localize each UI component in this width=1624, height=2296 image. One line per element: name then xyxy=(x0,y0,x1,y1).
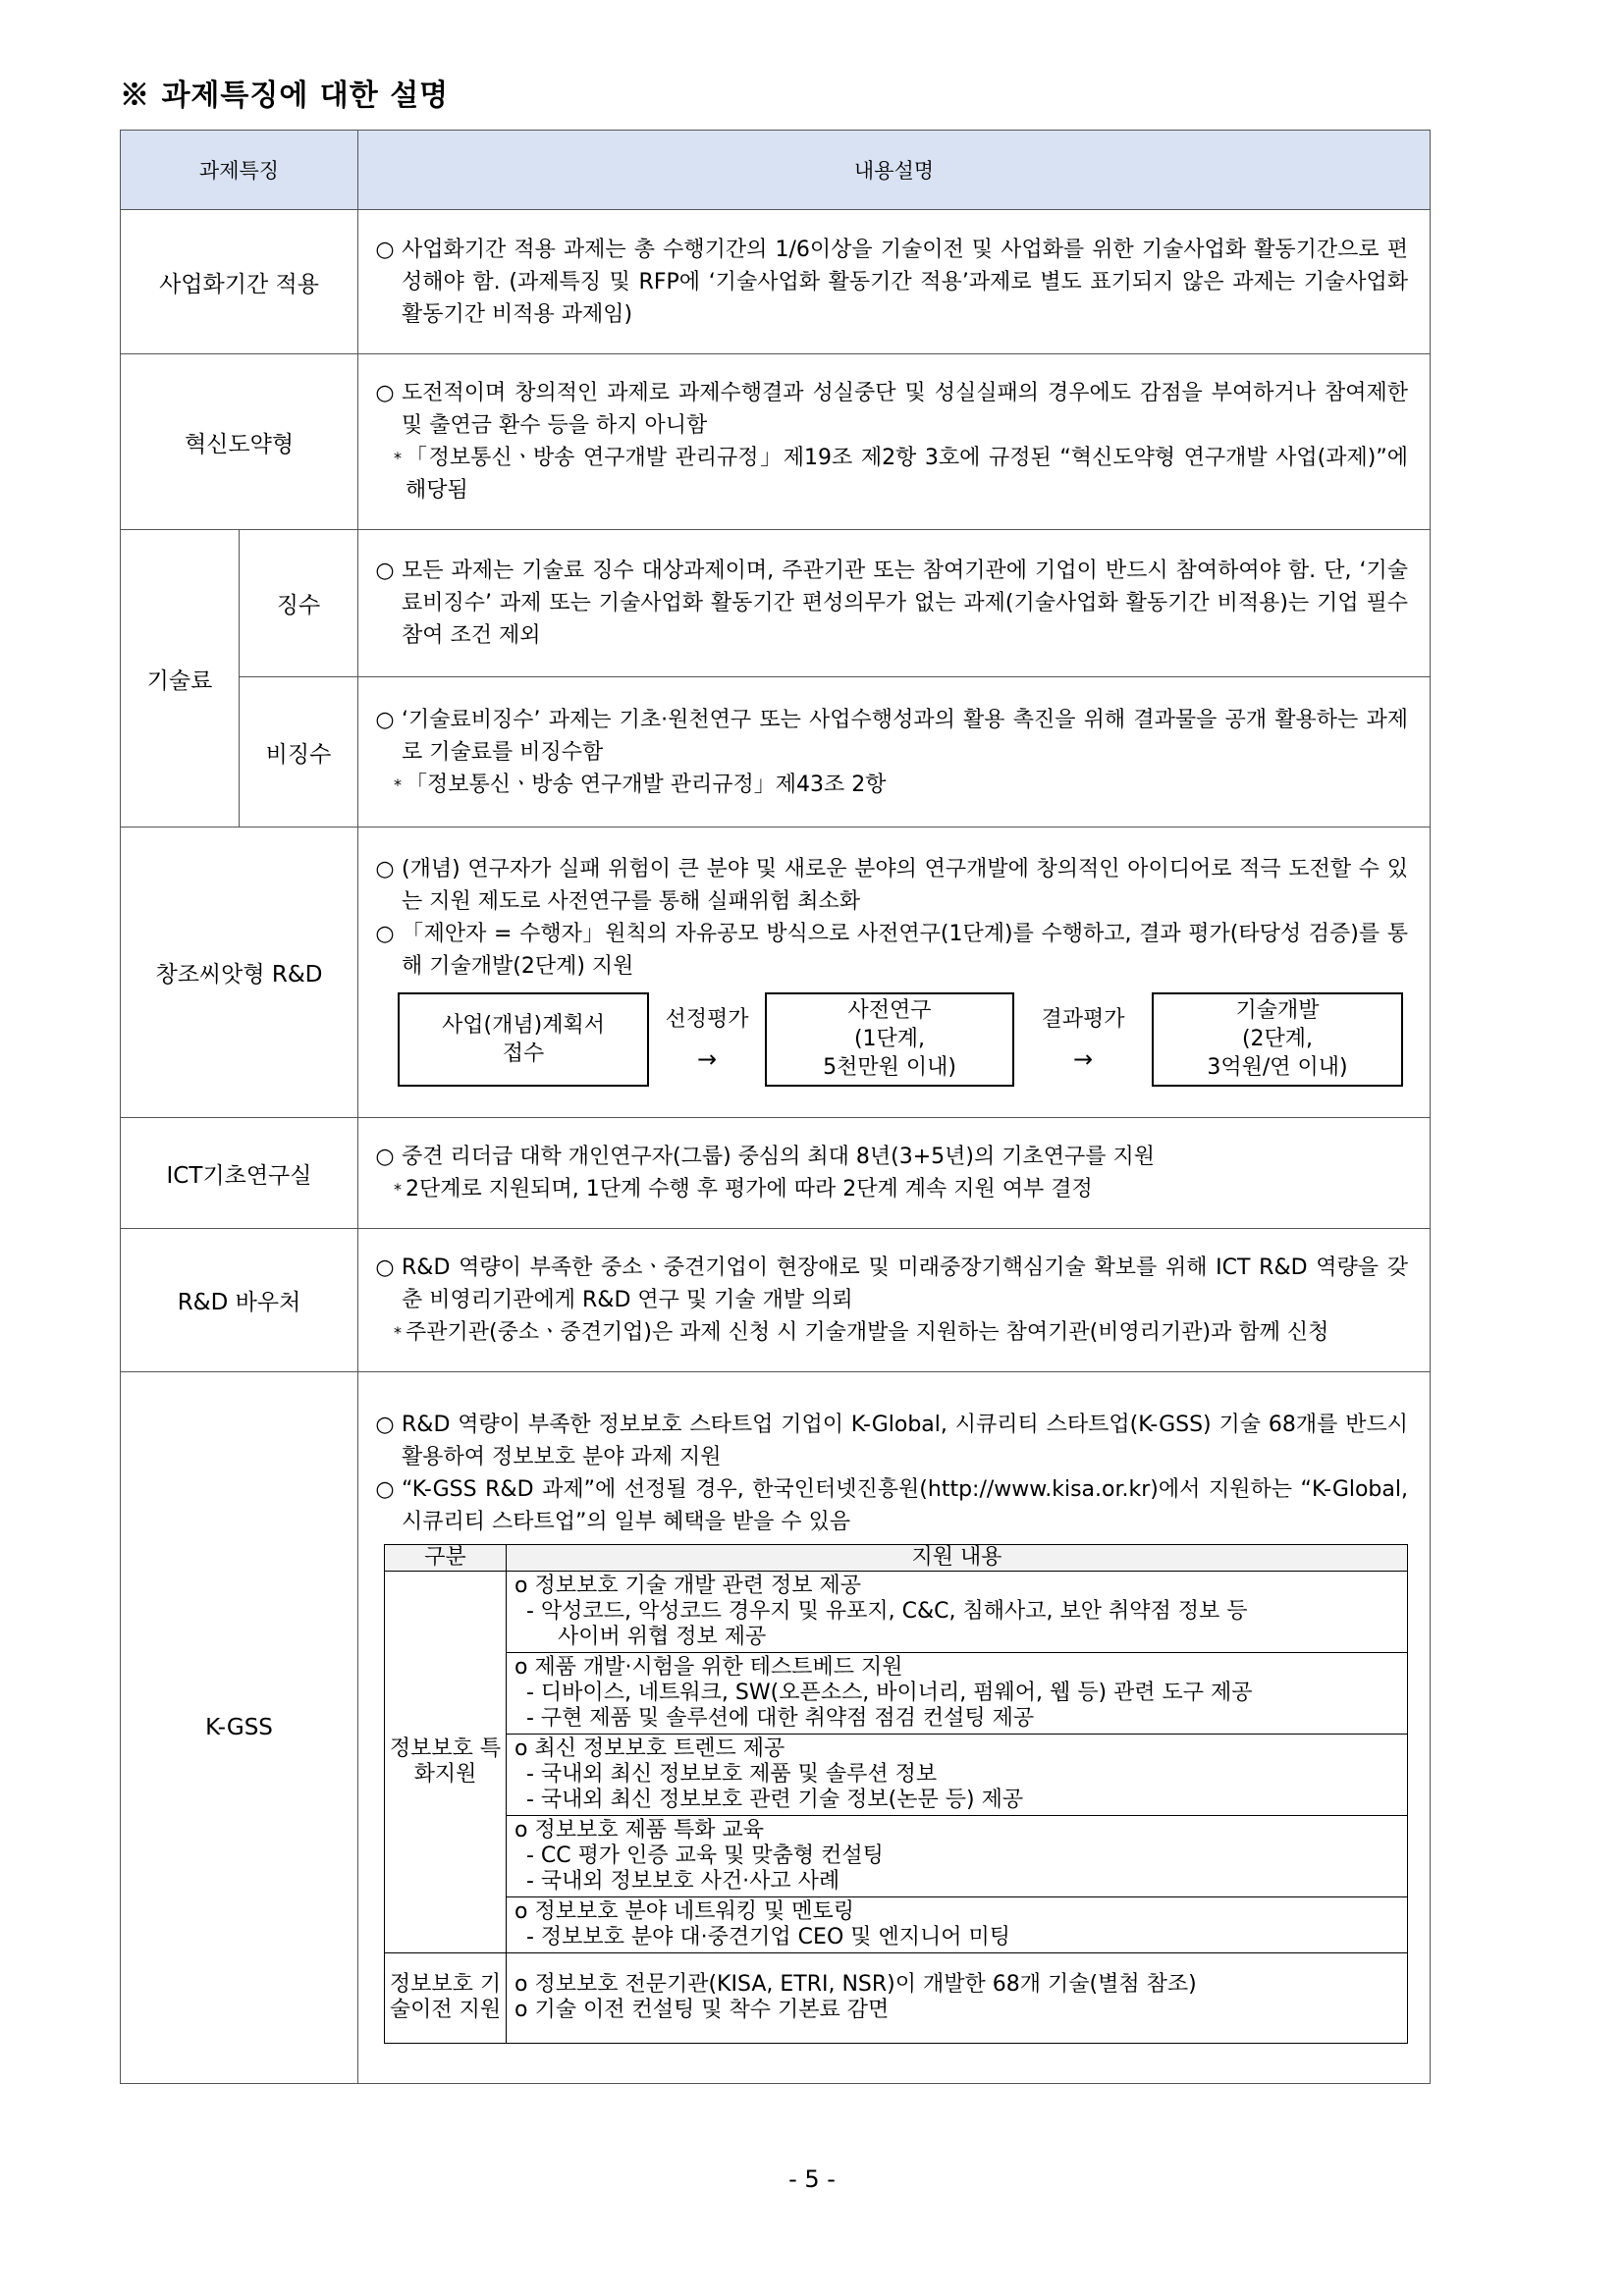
flow-arrow-selection: 선정평가 → xyxy=(649,1005,765,1074)
circle-bullet-icon: ○ xyxy=(375,237,395,262)
circle-bullet-icon: ○ xyxy=(375,559,395,583)
circle-bullet-icon: ○ xyxy=(375,1412,395,1437)
header-category: 구분 xyxy=(385,1544,507,1571)
flow-box-pre-research: 사전연구 (1단계, 5천만원 이내) xyxy=(765,992,1014,1087)
table-row xyxy=(385,1734,1408,1815)
label-innovative: 혁신도약형 xyxy=(121,354,358,530)
row-kgss xyxy=(121,1372,1431,2084)
label-creative-seed: 창조씨앗형 R&D xyxy=(121,828,358,1118)
circle-bullet-icon: ○ xyxy=(375,1145,395,1169)
right-arrow-icon: → xyxy=(1072,1044,1094,1073)
desc-commercialization xyxy=(358,210,1431,354)
circle-bullet-icon: ○ xyxy=(375,856,395,881)
label-fee: 기술료 xyxy=(121,530,240,828)
table-row xyxy=(385,1896,1408,1952)
list-item: ○ 모든 과제는 기술료 징수 대상과제이며, 주관기관 또는 참여기관에 기업이 반드시 참여하여야 함. 단, ‘기술료비징수’ 과제 또는 기술사업화 활동기간 편성의무가 없는 과제(기술사업화 활동기간 비적용)는 기업 필수 참여 조건 제외 xyxy=(368,555,1408,652)
star-bullet-icon: * xyxy=(394,1180,402,1199)
label-commercialization: 사업화기간 적용 xyxy=(121,210,358,354)
support-cell: o 제품 개발·시험을 위한 테스트베드 지원 - 디바이스, 네트워크, SW(오픈소스, 바이너리, 펌웨어, 웹 등) 관련 도구 제공 - 구현 제품 및 솔루션에 대한 취약점 점검 컨설팅 제공 xyxy=(507,1652,1408,1734)
label-fee-noncollect: 비징수 xyxy=(240,677,358,828)
note-item: * 「정보통신ㆍ방송 연구개발 관리규정」제43조 2항 xyxy=(368,769,1408,801)
support-cell: o 정보보호 전문기관(KISA, ETRI, NSR)이 개발한 68개 기술(별첨 참조) o 기술 이전 컨설팅 및 착수 기본료 감면 xyxy=(507,1952,1408,2043)
table-row xyxy=(385,1571,1408,1652)
page-number: - 5 - xyxy=(788,2165,836,2193)
table-row xyxy=(385,1652,1408,1734)
page-title: ※ 과제특징에 대한 설명 xyxy=(120,79,450,113)
group-specialized: 정보보호 특화지원 xyxy=(385,1571,507,1952)
note-item: * 주관기관(중소ㆍ중견기업)은 과제 신청 시 기술개발을 지원하는 참여기관(비영리기관)과 함께 신청 xyxy=(368,1316,1408,1349)
star-bullet-icon: * xyxy=(394,449,402,467)
circle-bullet-icon: ○ xyxy=(375,1476,395,1502)
right-arrow-icon: → xyxy=(696,1044,718,1073)
circle-bullet-icon: ○ xyxy=(375,707,395,732)
desc-ict-lab xyxy=(358,1118,1431,1229)
desc-innovative xyxy=(358,354,1431,530)
circle-bullet-icon: ○ xyxy=(375,1255,395,1280)
row-ict-lab xyxy=(121,1118,1431,1229)
table-header-row xyxy=(121,131,1431,210)
list-item: ○ 중견 리더급 대학 개인연구자(그룹) 중심의 최대 8년(3+5년)의 기초연구를 지원 xyxy=(368,1141,1408,1173)
list-item: ○ R&D 역량이 부족한 정보보호 스타트업 기업이 K-Global, 시큐리티 스타트업(K-GSS) 기술 68개를 반드시 활용하여 정보보호 분야 과제 지원 xyxy=(368,1409,1408,1473)
support-cell: o 정보보호 제품 특화 교육 - CC 평가 인증 교육 및 맞춤형 컨설팅 - 국내외 정보보호 사건·사고 사례 xyxy=(507,1815,1408,1896)
list-item: ○ ‘기술료비징수’ 과제는 기초·원천연구 또는 사업수행성과의 활용 촉진을 위해 결과물을 공개 활용하는 과제로 기술료를 비징수함 xyxy=(368,704,1408,769)
list-item: ○ 도전적이며 창의적인 과제로 과제수행결과 성실중단 및 성실실패의 경우에도 감점을 부여하거나 참여제한 및 출연금 환수 등을 하지 아니함 xyxy=(368,377,1408,442)
table-row xyxy=(385,1815,1408,1896)
circle-bullet-icon: ○ xyxy=(375,381,395,405)
desc-creative-seed xyxy=(358,828,1431,1118)
desc-voucher xyxy=(358,1229,1431,1372)
process-flow xyxy=(398,992,1408,1087)
star-bullet-icon: * xyxy=(394,774,402,794)
list-item: ○ 사업화기간 적용 과제는 총 수행기간의 1/6이상을 기술이전 및 사업화를 위한 기술사업화 활동기간으로 편성해야 함. (과제특징 및 RFP에 ‘기술사업화 활동기간 적용’과제로 별도 표기되지 않은 과제는 기술사업화 활동기간 비적용 과제임) xyxy=(368,234,1408,331)
list-item: ○ “K-GSS R&D 과제”에 선정될 경우, 한국인터넷진흥원(http://www.kisa.or.kr)에서 지원하는 “K-Global, 시큐리티 스타트업”의 일부 혜택을 받을 수 있음 xyxy=(368,1473,1408,1538)
circle-bullet-icon: ○ xyxy=(375,921,395,946)
kgss-support-table xyxy=(384,1544,1408,2044)
flow-arrow-result: 결과평가 → xyxy=(1014,1005,1152,1074)
row-innovative xyxy=(121,354,1431,530)
desc-fee-noncollect xyxy=(358,677,1431,828)
flow-box-development: 기술개발 (2단계, 3억원/연 이내) xyxy=(1152,992,1403,1087)
support-cell: o 최신 정보보호 트렌드 제공 - 국내외 최신 정보보호 제품 및 솔루션 정보 - 국내외 최신 정보보호 관련 기술 정보(논문 등) 제공 xyxy=(507,1734,1408,1815)
feature-table xyxy=(120,130,1431,2084)
row-creative-seed xyxy=(121,828,1431,1118)
note-item: * 2단계로 지원되며, 1단계 수행 후 평가에 따라 2단계 계속 지원 여부 결정 xyxy=(368,1173,1408,1205)
support-cell: o 정보보호 기술 개발 관련 정보 제공 - 악성코드, 악성코드 경우지 및 유포지, C&C, 침해사고, 보안 취약점 정보 등 사이버 위협 정보 제공 xyxy=(507,1571,1408,1652)
row-fee-collect xyxy=(121,530,1431,677)
note-item: * 「정보통신ㆍ방송 연구개발 관리규정」제19조 제2항 3호에 규정된 “혁신도약형 연구개발 사업(과제)”에 해당됨 xyxy=(368,442,1408,507)
row-fee-noncollect xyxy=(121,677,1431,828)
row-commercialization xyxy=(121,210,1431,354)
label-fee-collect: 징수 xyxy=(240,530,358,677)
list-item: ○ R&D 역량이 부족한 중소ㆍ중견기업이 현장애로 및 미래중장기핵심기술 확보를 위해 ICT R&D 역량을 갖춘 비영리기관에게 R&D 연구 및 기술 개발 의뢰 xyxy=(368,1252,1408,1316)
header-support: 지원 내용 xyxy=(507,1544,1408,1571)
support-table-header xyxy=(385,1544,1408,1571)
header-description: 내용설명 xyxy=(358,131,1431,210)
desc-fee-collect xyxy=(358,530,1431,677)
label-kgss: K-GSS xyxy=(121,1372,358,2084)
group-tech-transfer: 정보보호 기술이전 지원 xyxy=(385,1952,507,2043)
label-ict-lab: ICT기초연구실 xyxy=(121,1118,358,1229)
table-row xyxy=(385,1952,1408,2043)
header-feature: 과제특징 xyxy=(121,131,358,210)
flow-box-application: 사업(개념)계획서 접수 xyxy=(398,992,649,1087)
star-bullet-icon: * xyxy=(394,1323,402,1342)
row-voucher xyxy=(121,1229,1431,1372)
support-cell: o 정보보호 분야 네트워킹 및 멘토링 - 정보보호 분야 대·중견기업 CEO 및 엔지니어 미팅 xyxy=(507,1896,1408,1952)
list-item: ○ (개념) 연구자가 실패 위험이 큰 분야 및 새로운 분야의 연구개발에 창의적인 아이디어로 적극 도전할 수 있는 지원 제도로 사전연구를 통해 실패위험 최소화 xyxy=(368,853,1408,918)
label-voucher: R&D 바우처 xyxy=(121,1229,358,1372)
list-item: ○ 「제안자 = 수행자」원칙의 자유공모 방식으로 사전연구(1단계)를 수행하고, 결과 평가(타당성 검증)를 통해 기술개발(2단계) 지원 xyxy=(368,918,1408,983)
desc-kgss xyxy=(358,1372,1431,2084)
